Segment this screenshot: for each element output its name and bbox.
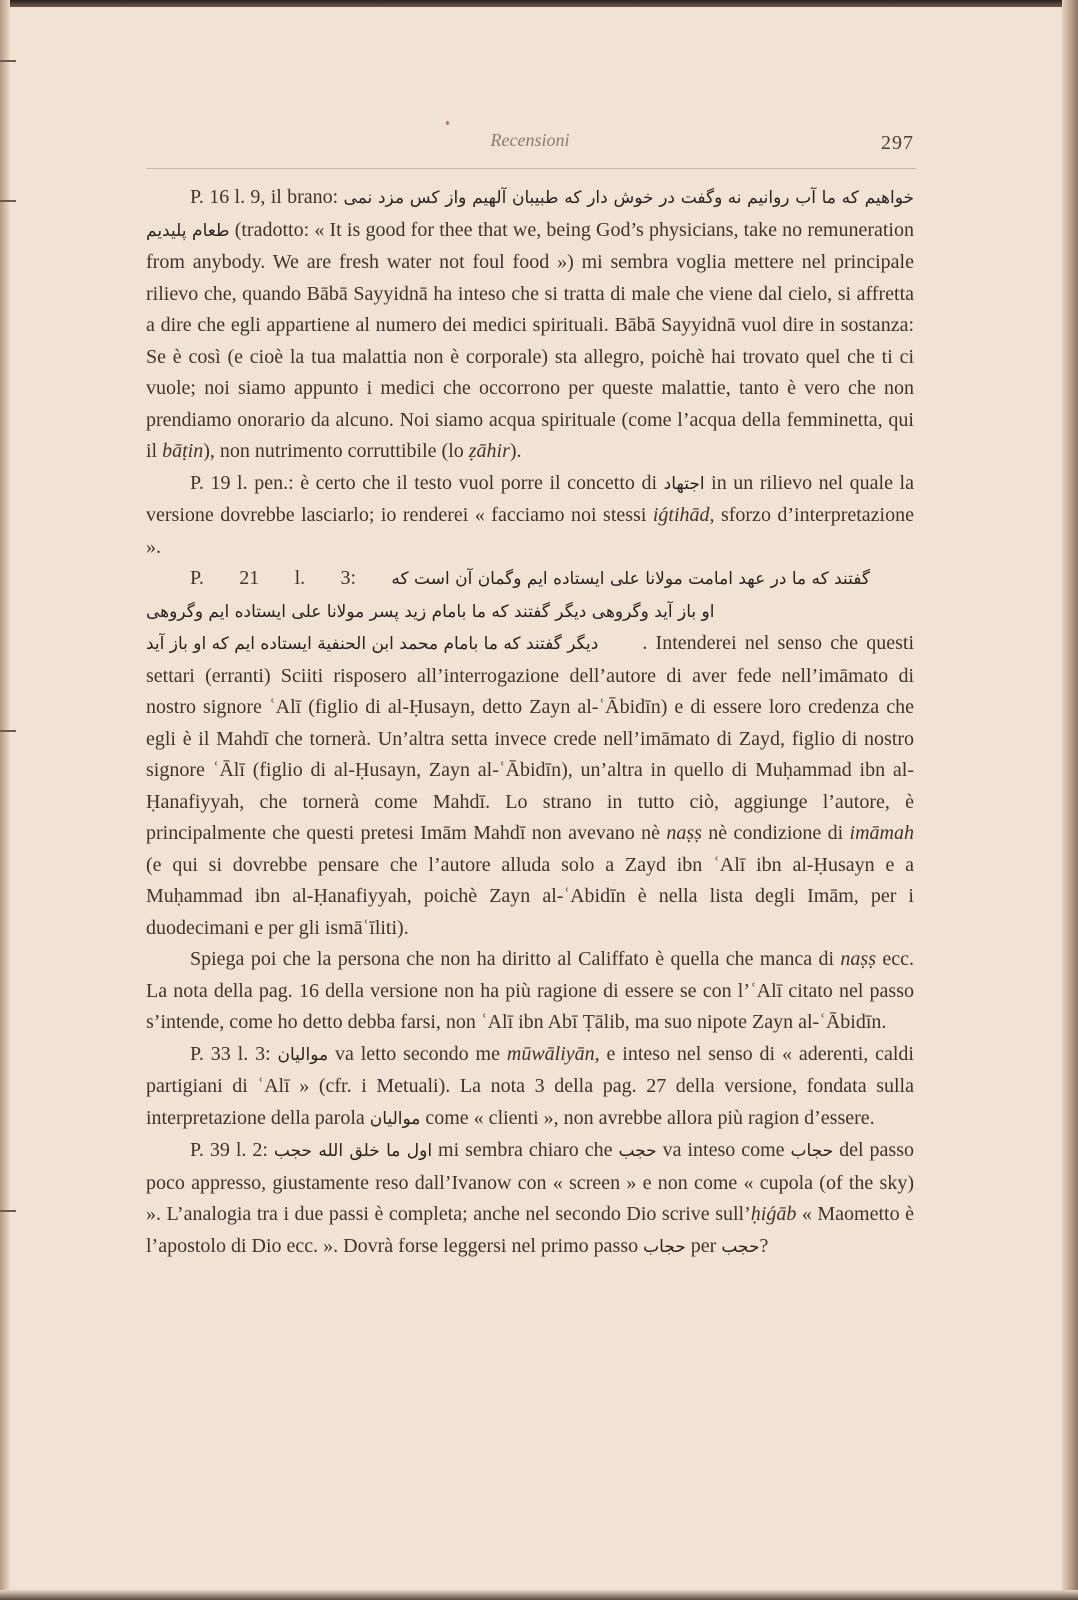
text-run: come « clienti », non avrebbe allora più ragion d’essere. [420,1106,875,1129]
italic-term: ẓāhir [468,440,510,462]
persian-quotation: حجب [618,1141,657,1161]
persian-quotation: اول ما خلق الله حجب [273,1141,433,1161]
persian-quotation: دیگر گفتند که ما بامام محمد ابن الحنفیة ایستاده ایم که او باز آید [146,634,599,654]
persian-quotation: وگفت در خوش دار که طبیبان آلهیم واز کس مزد نمی [343,188,723,208]
persian-quotation: گفتند که ما در عهد امامت مولانا علی ایستاده ایم وگمان آن است که [391,569,870,589]
text-run: ? [759,1234,769,1257]
text-run: (e qui si dovrebbe pensare che l’autore alluda solo a Zayd ibn ʿAlī ibn al-Ḥusayn e a Muḥammad ibn al-Ḥanafiyyah, poichè Zayn al-ʿAbidīn è nella lista degli Imām, per i duodecimani e per gli ismāʿīliti). [146,853,914,939]
italic-term: naṣṣ [666,822,702,844]
text-run: « Maometto è l’apostolo di Dio ecc. ». Dovrà forse leggersi nel primo passo [146,1203,914,1257]
page-left-edge [0,0,10,1600]
text-run: in un rilievo nel quale la versione dovrebbe lasciarlo; io renderei « facciamo noi stessi [146,471,914,526]
binding-mark [0,1210,16,1212]
persian-quotation: حجاب [790,1141,834,1161]
italic-term: iǵtihād, [652,504,715,526]
paragraph [146,182,914,468]
persian-quotation: اجتهاد [663,473,705,494]
text-run: P. 19 l. pen.: è certo che il testo vuol porre il concetto di [190,471,664,494]
persian-quotation: حجاب [643,1236,686,1257]
italic-term: bāṭin [162,440,204,462]
paragraph [146,468,914,564]
text-run: va letto secondo me [328,1042,507,1065]
paragraph [146,563,914,944]
running-title: Recensioni [490,130,570,150]
ink-speck [446,121,449,125]
text-run: del passo poco appresso, giustamente reso dall’Ivanow con « screen » e non come « cupola (of the sky) ». L’analogia tra i due passi è completa; anche nel secondo Dio scrive sull’ [146,1139,914,1225]
persian-quotation: او باز آید وگروهی دیگر گفتند که ما بامام زید پسر مولانا علی ایستاده ایم وگروهی [146,601,715,622]
text-run: P. 33 l. 3: [190,1042,278,1065]
body-text [146,182,914,1263]
text-run: nè condizione di [701,822,850,844]
paragraph [146,1039,914,1136]
italic-term: imāmah [849,822,914,844]
binding-mark [0,60,16,62]
binding-mark [0,200,16,202]
persian-quotation: موالیان [277,1044,329,1065]
text-run: P. 39 l. 2: [190,1139,274,1161]
text-run: ecc. La nota della pag. 16 della versione non ha più ragione di essere se con l’ʿAlī citato nel passo s’intende, come ho detto debba farsi, non ʿAlī ibn Abī Ṭālib, ma suo nipote Zayn al-ʿĀbidīn. [146,948,914,1033]
text-run: per [685,1234,722,1257]
page-number: 297 [881,132,914,154]
text-run: va inteso come [656,1139,791,1161]
text-run: ), non nutrimento corruttibile (lo [203,440,469,462]
paragraph [146,1135,914,1263]
paragraph [146,944,914,1039]
page-bottom-edge [0,1590,1078,1600]
text-run: Spiega poi che la persona che non ha diritto al Califfato è quella che manca di [190,948,841,970]
persian-quotation: موالیان [369,1108,421,1129]
italic-term: ḥiǵāb [750,1203,797,1225]
text-run: . Intenderei nel senso che questi settari (erranti) Sciiti risposero all’interrogazione dell’autore di aver fede nell’imāmato di nostro signore ʿAlī (figlio di al-Ḥusayn, detto Zayn al-ʿĀbidīn) e di essere loro credenza che egli è il Mahdī che tornerà. Un’altra setta invece crede nell’imāmato di Zayd, figlio di nostro signore ʿĀlī (figlio di al-Ḥusayn, Zayn al-ʿĀbidīn), un’altra in quello di Muḥammad ibn al-Ḥanafiyyah, che tornerà come Mahdī. Lo strano in tutto ciò, aggiunge l’autore, è principalmente che questi pretesi Imām Mahdī non avevano nè [146,632,914,844]
text-run: e inteso nel senso di « aderenti, caldi partigiani di ʿAlī » (cfr. i Metuali). La nota 3 della pag. 27 della versione, fondata sulla interpretazione della parola [146,1042,914,1129]
text-run: mi sembra chiaro che [432,1139,619,1161]
page-right-edge [1062,0,1078,1600]
page-top-edge [0,0,1078,7]
italic-term: naṣṣ [840,948,876,970]
text-run: ). [509,440,522,462]
text-run: sforzo d’interpretazione ». [146,504,914,558]
text-run: (tradotto: « It is good for thee that we, being God’s physicians, take no remuneration from anybody. We are fresh water not foul food ») mi sembra voglia mettere nel principale rilievo che, quando Bābā Sayyidnā ha inteso che si tratta di male che viene dal cielo, si affretta a dire che egli appartiene al numero dei medici spirituali. Bābā Sayyidnā vuol dire in sostanza: Se è così (e cioè la tua malattia non è corporale) sta allegro, poichè hai trovato quel che ti ci vuole; noi siamo appunto i medici che occorrono per queste malattie, tanto è vero che non prendiamo onorario da alcuno. Noi siamo acqua spirituale (come l’acqua della femminetta, qui il [146,218,914,462]
header-rule [146,168,916,169]
persian-quotation: حجب [721,1236,760,1257]
text-run: P. 16 l. 9, il brano: [190,186,344,208]
binding-mark [0,730,16,732]
italic-term: mūwāliyān, [506,1042,600,1065]
text-run: P. 21 l. 3: [190,567,392,589]
persian-quotation: خواهیم که ما آب روانیم نه طعام پلیدیم [146,188,914,241]
running-head [146,128,914,162]
